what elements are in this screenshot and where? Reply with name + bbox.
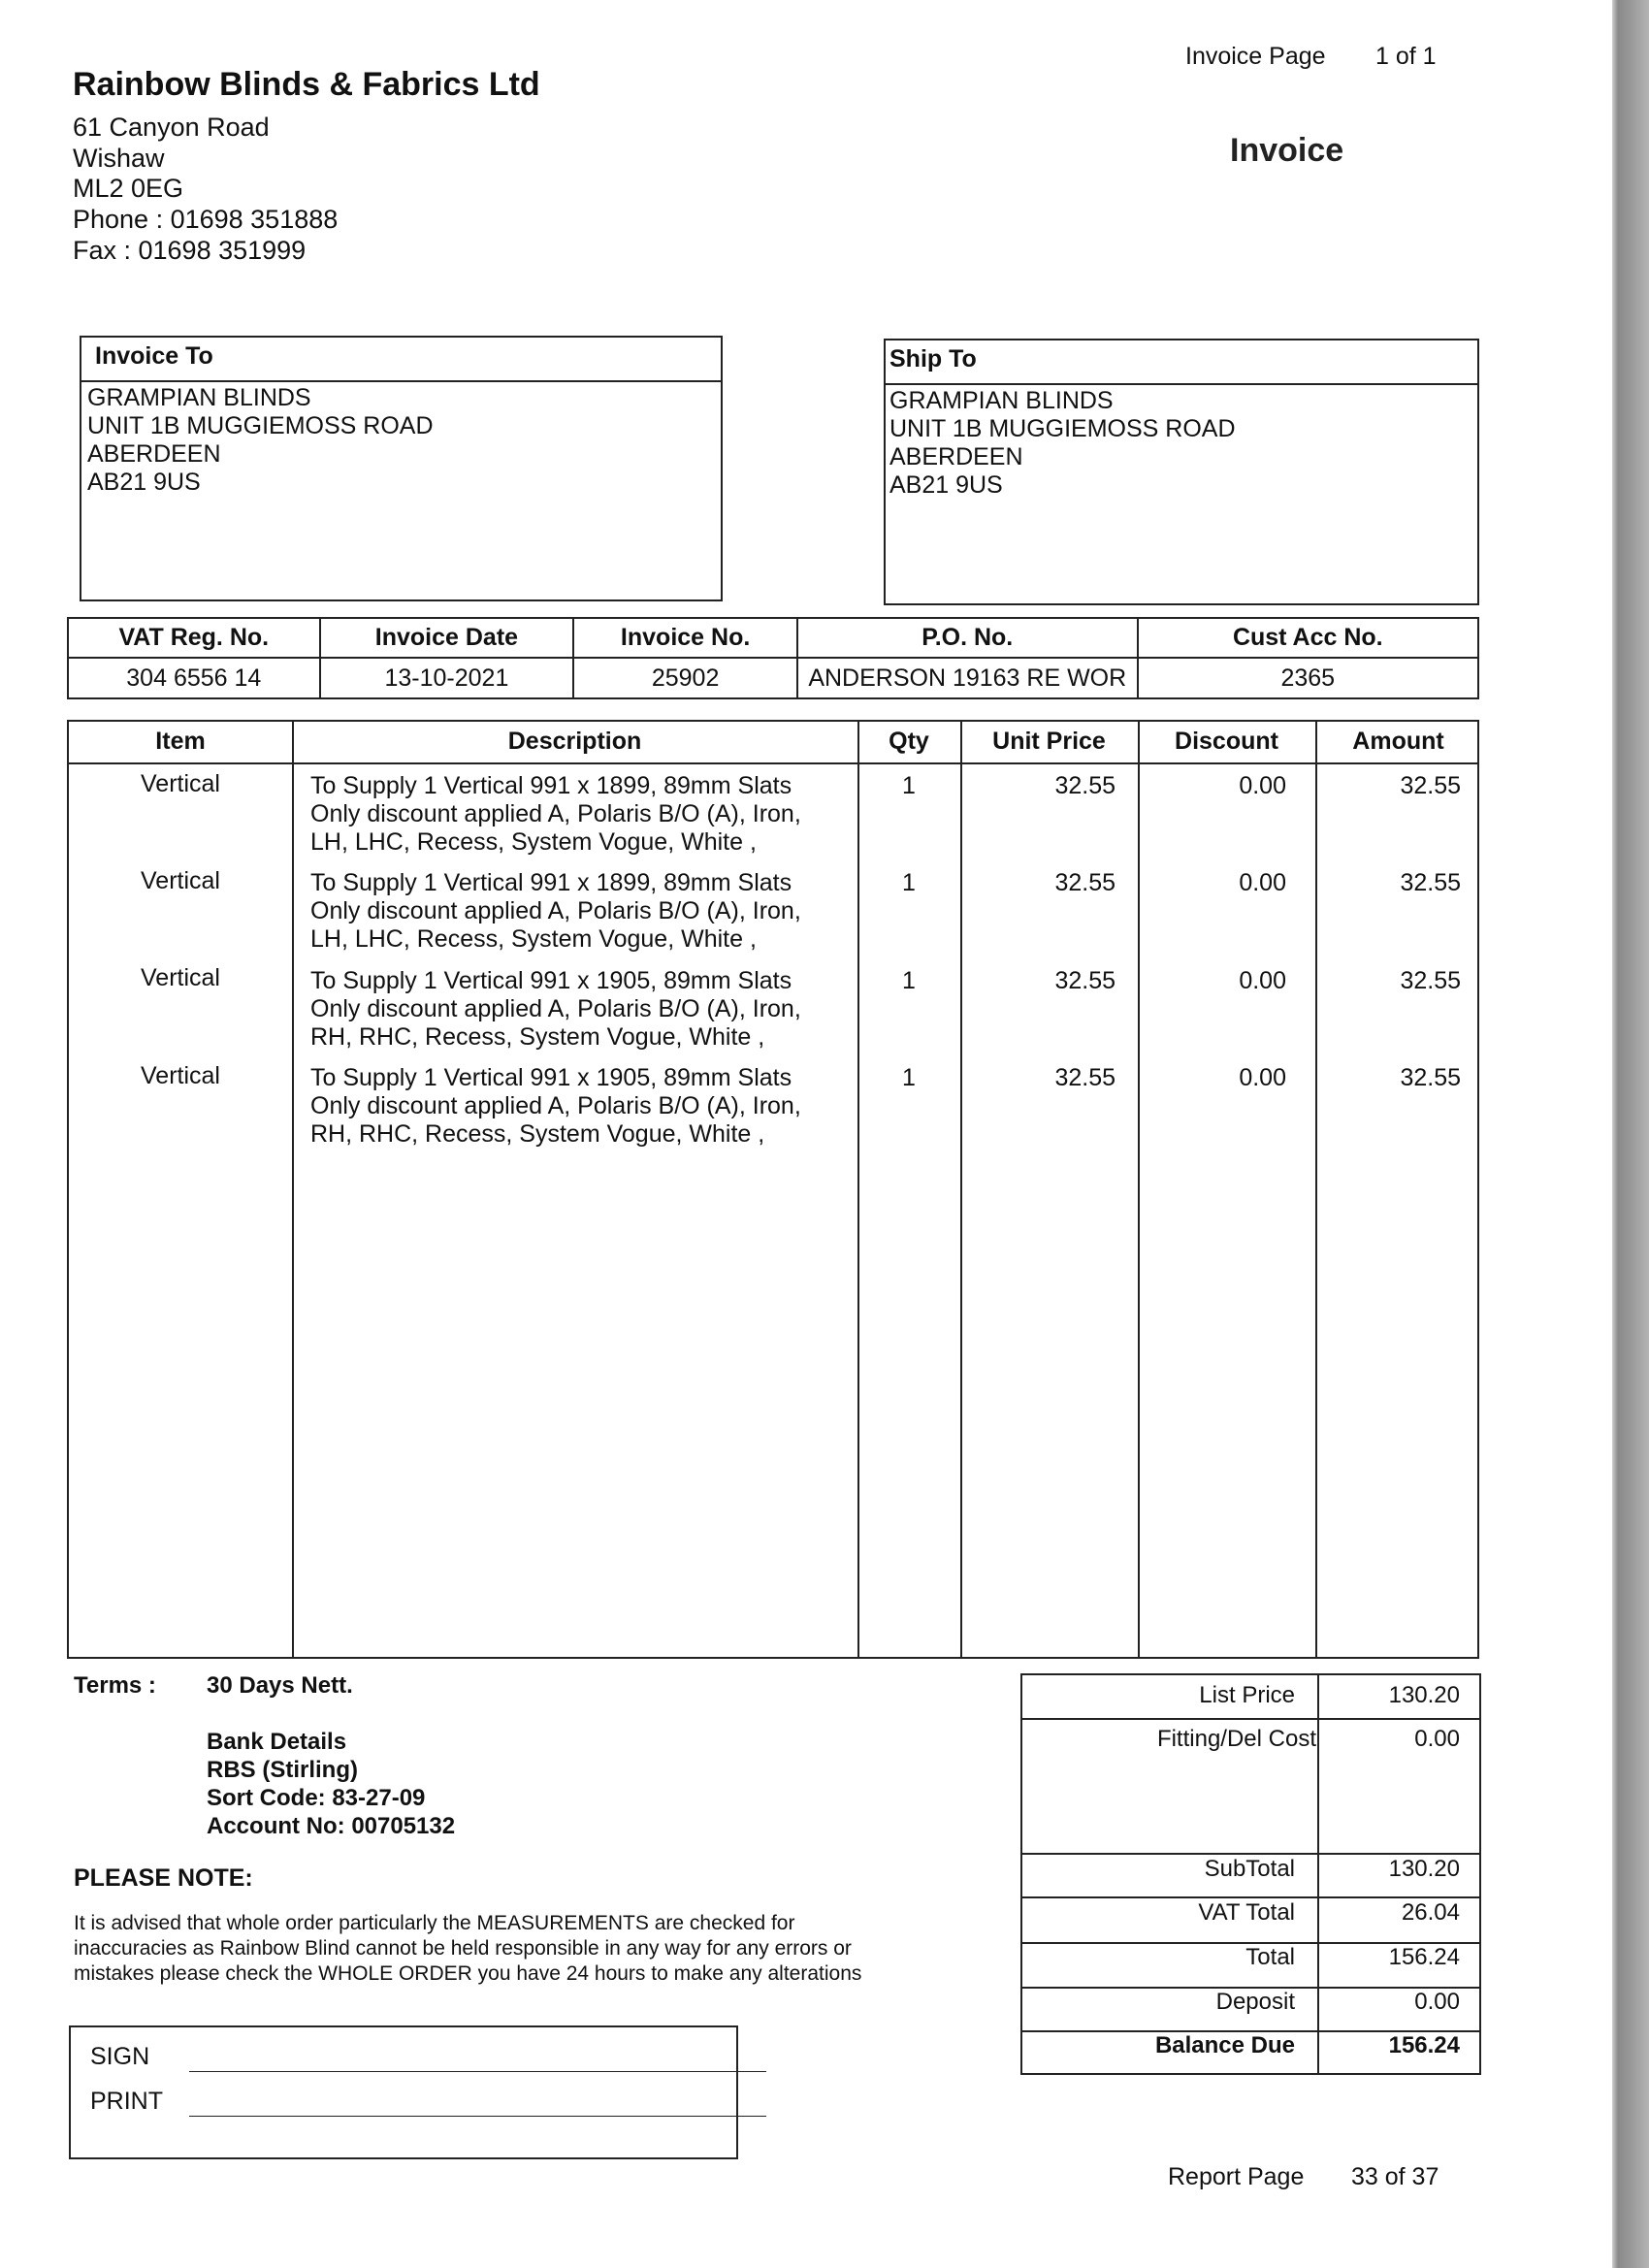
invoice-no-value: 25902 xyxy=(573,658,797,698)
row-amount: 32.55 xyxy=(1400,869,1461,896)
company-address-line: Wishaw xyxy=(73,144,165,173)
totals-box xyxy=(1020,1673,1481,2075)
cust-acc-header: Cust Acc No. xyxy=(1138,618,1478,658)
row-description: To Supply 1 Vertical 991 x 1905, 89mm Slats Only discount applied A, Polaris B/O (A), Iron, RH, RHC, Recess, System Vogue, White , xyxy=(310,1064,801,1148)
description-column-header: Description xyxy=(507,728,642,755)
unit-price-column-header: Unit Price xyxy=(992,728,1106,755)
total-label: Total xyxy=(1245,1944,1295,1970)
ship-to-line: GRAMPIAN BLINDS xyxy=(889,387,1114,414)
please-note-heading: PLEASE NOTE: xyxy=(74,1864,253,1892)
account-number: Account No: 00705132 xyxy=(207,1813,456,1839)
column-divider xyxy=(1138,722,1140,1657)
invoice-info-table xyxy=(67,617,1479,699)
row-description: To Supply 1 Vertical 991 x 1899, 89mm Slats Only discount applied A, Polaris B/O (A), Iron, LH, LHC, Recess, System Vogue, White , xyxy=(310,772,801,856)
deposit-value: 0.00 xyxy=(1414,1989,1460,2015)
bank-details-heading: Bank Details xyxy=(207,1729,347,1755)
po-no-header: P.O. No. xyxy=(797,618,1138,658)
company-name: Rainbow Blinds & Fabrics Ltd xyxy=(73,66,540,103)
row-discount: 0.00 xyxy=(1239,967,1286,994)
row-discount: 0.00 xyxy=(1239,1064,1286,1091)
row-unit-price: 32.55 xyxy=(1054,869,1116,896)
sort-code: Sort Code: 83-27-09 xyxy=(207,1785,426,1811)
document-title: Invoice xyxy=(1230,132,1344,169)
qty-column-header: Qty xyxy=(889,728,929,755)
ship-to-line: AB21 9US xyxy=(889,471,1003,499)
row-item: Vertical xyxy=(141,770,220,797)
ship-to-box xyxy=(884,339,1479,605)
row-qty: 1 xyxy=(902,967,916,994)
amount-column-header: Amount xyxy=(1352,728,1444,755)
row-item: Vertical xyxy=(141,1062,220,1089)
invoice-page-value: 1 of 1 xyxy=(1375,43,1437,70)
line-items-table xyxy=(67,720,1479,1659)
row-amount: 32.55 xyxy=(1400,772,1461,799)
column-divider xyxy=(1315,722,1317,1657)
row-item: Vertical xyxy=(141,964,220,991)
list-price-label: List Price xyxy=(1199,1682,1295,1708)
deposit-label: Deposit xyxy=(1215,1989,1295,2015)
invoice-to-box xyxy=(80,336,723,601)
invoice-date-header: Invoice Date xyxy=(320,618,574,658)
row-unit-price: 32.55 xyxy=(1054,967,1116,994)
invoice-to-line: UNIT 1B MUGGIEMOSS ROAD xyxy=(87,412,434,439)
company-address-line: 61 Canyon Road xyxy=(73,113,270,142)
balance-due-label: Balance Due xyxy=(1154,2032,1295,2058)
discount-column-header: Discount xyxy=(1175,728,1278,755)
signature-box xyxy=(69,2025,738,2159)
please-note-text: It is advised that whole order particularly the MEASUREMENTS are checked for inaccuracies as Rainbow Blind cannot be held responsible in any way for any errors or mistakes please check the WHOLE ORDER you have 24 hours to make any alterations xyxy=(74,1912,862,1985)
scan-edge-shadow xyxy=(1612,0,1649,2268)
sign-label: SIGN xyxy=(90,2043,150,2070)
item-column-header: Item xyxy=(155,728,206,755)
row-description: To Supply 1 Vertical 991 x 1899, 89mm Slats Only discount applied A, Polaris B/O (A), Iron, LH, LHC, Recess, System Vogue, White , xyxy=(310,869,801,953)
total-value: 156.24 xyxy=(1388,1944,1460,1970)
balance-due-value: 156.24 xyxy=(1388,2032,1460,2058)
row-item: Vertical xyxy=(141,867,220,894)
print-line[interactable] xyxy=(189,2116,766,2117)
subtotal-value: 130.20 xyxy=(1388,1856,1460,1882)
invoice-date-value: 13-10-2021 xyxy=(320,658,574,698)
invoice-to-line: GRAMPIAN BLINDS xyxy=(87,384,311,411)
sign-line[interactable] xyxy=(189,2071,766,2072)
row-unit-price: 32.55 xyxy=(1054,772,1116,799)
ship-to-line: ABERDEEN xyxy=(889,443,1023,470)
po-no-value: ANDERSON 19163 RE WOR xyxy=(797,658,1138,698)
ship-to-heading: Ship To xyxy=(886,340,1477,385)
terms-label: Terms : xyxy=(74,1672,156,1699)
cust-acc-value: 2365 xyxy=(1138,658,1478,698)
subtotal-label: SubTotal xyxy=(1204,1856,1295,1882)
row-qty: 1 xyxy=(902,772,916,799)
list-price-value: 130.20 xyxy=(1388,1682,1460,1708)
row-qty: 1 xyxy=(902,869,916,896)
row-description: To Supply 1 Vertical 991 x 1905, 89mm Slats Only discount applied A, Polaris B/O (A), Iron, RH, RHC, Recess, System Vogue, White , xyxy=(310,967,801,1051)
company-fax: Fax : 01698 351999 xyxy=(73,236,307,265)
invoice-no-header: Invoice No. xyxy=(573,618,797,658)
report-page-label: Report Page xyxy=(1168,2163,1305,2190)
company-phone: Phone : 01698 351888 xyxy=(73,205,339,234)
invoice-to-line: ABERDEEN xyxy=(87,440,221,468)
fitting-cost-value: 0.00 xyxy=(1414,1726,1460,1752)
items-header-divider xyxy=(69,762,1477,764)
invoice-to-heading: Invoice To xyxy=(81,338,721,382)
vat-total-label: VAT Total xyxy=(1198,1899,1295,1926)
row-amount: 32.55 xyxy=(1400,1064,1461,1091)
invoice-page-label: Invoice Page xyxy=(1185,43,1326,70)
invoice-to-line: AB21 9US xyxy=(87,469,201,496)
column-divider xyxy=(857,722,859,1657)
row-amount: 32.55 xyxy=(1400,967,1461,994)
column-divider xyxy=(292,722,294,1657)
row-discount: 0.00 xyxy=(1239,869,1286,896)
vat-reg-value: 304 6556 14 xyxy=(68,658,320,698)
vat-reg-header: VAT Reg. No. xyxy=(68,618,320,658)
company-address-line: ML2 0EG xyxy=(73,174,184,203)
row-qty: 1 xyxy=(902,1064,916,1091)
vat-total-value: 26.04 xyxy=(1401,1899,1460,1926)
fitting-cost-label: Fitting/Del Cost xyxy=(1156,1726,1316,1752)
print-label: PRINT xyxy=(90,2088,163,2115)
row-discount: 0.00 xyxy=(1239,772,1286,799)
bank-name: RBS (Stirling) xyxy=(207,1757,358,1783)
row-unit-price: 32.55 xyxy=(1054,1064,1116,1091)
ship-to-line: UNIT 1B MUGGIEMOSS ROAD xyxy=(889,415,1236,442)
terms-value: 30 Days Nett. xyxy=(207,1672,353,1699)
report-page-value: 33 of 37 xyxy=(1351,2163,1439,2190)
column-divider xyxy=(960,722,962,1657)
